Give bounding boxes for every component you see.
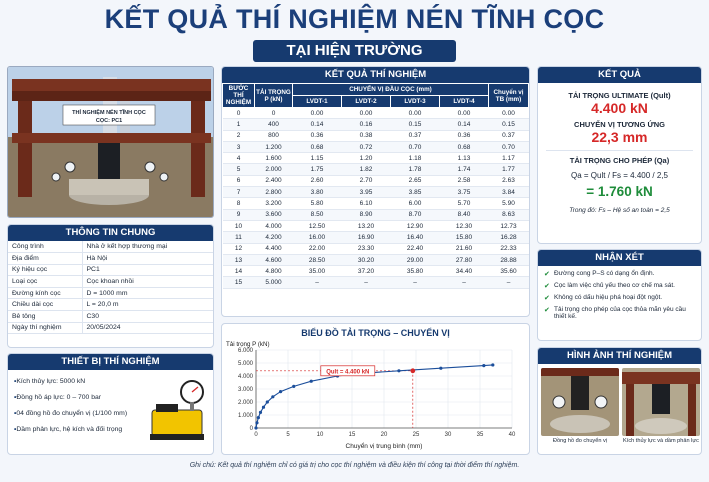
info-label: Chiều dài cọc bbox=[8, 299, 82, 311]
x-tick-label: 0 bbox=[254, 432, 258, 438]
table-cell: 13 bbox=[223, 254, 255, 265]
table-cell: 15.80 bbox=[440, 232, 489, 243]
results-table bbox=[222, 83, 529, 289]
table-cell: 0.38 bbox=[342, 130, 391, 141]
table-cell: 0.00 bbox=[440, 108, 489, 119]
safety-note: Trong đó: Fs – Hệ số an toàn = 2,5 bbox=[569, 207, 670, 214]
table-cell: 0.37 bbox=[489, 130, 529, 141]
x-tick-label: 10 bbox=[316, 432, 324, 438]
page-subtitle: TẠI HIỆN TRƯỜNG bbox=[253, 40, 456, 62]
table-row bbox=[223, 187, 529, 198]
table-cell: 0.15 bbox=[391, 119, 440, 130]
info-row bbox=[8, 299, 213, 311]
info-value: D = 1000 mm bbox=[82, 287, 213, 299]
table-cell: 12.30 bbox=[440, 220, 489, 231]
table-cell: 7 bbox=[223, 187, 255, 198]
table-cell: 2.800 bbox=[255, 187, 293, 198]
table-cell: 2.58 bbox=[440, 175, 489, 186]
data-point bbox=[439, 367, 442, 370]
info-row bbox=[8, 287, 213, 299]
table-cell: 0.14 bbox=[440, 119, 489, 130]
table-cell: 22.40 bbox=[391, 243, 440, 254]
table-cell: 3.85 bbox=[391, 187, 440, 198]
remark-item: ✔ Đường cong P–S có dạng ổn định. bbox=[544, 270, 695, 277]
table-cell: 0.68 bbox=[440, 141, 489, 152]
remark-item: ✔ Tải trọng cho phép của cọc thỏa mãn yêu cầu thiết kế. bbox=[544, 306, 695, 320]
sign-line1: THÍ NGHIỆM NÉN TĨNH CỌC bbox=[72, 110, 146, 116]
table-cell: 0.00 bbox=[342, 108, 391, 119]
table-cell: 1.17 bbox=[489, 153, 529, 164]
table-row bbox=[223, 108, 529, 119]
table-row bbox=[223, 266, 529, 277]
caption-gauge: Đồng hồ đo chuyển vị bbox=[552, 438, 608, 444]
table-cell: 12.90 bbox=[391, 220, 440, 231]
y-tick-label: 3.000 bbox=[237, 387, 253, 393]
table-cell: 37.20 bbox=[342, 266, 391, 277]
table-cell: 4.600 bbox=[255, 254, 293, 265]
info-row bbox=[8, 311, 213, 323]
table-row bbox=[223, 220, 529, 231]
load-displacement-chart bbox=[222, 338, 529, 450]
table-cell: 1.200 bbox=[255, 141, 293, 152]
equipment-item: • 04 đồng hồ đo chuyển vị (1/100 mm) bbox=[14, 410, 207, 417]
table-cell: 28.50 bbox=[293, 254, 342, 265]
table-cell: 1.600 bbox=[255, 153, 293, 164]
table-row bbox=[223, 153, 529, 164]
info-value: C30 bbox=[82, 311, 213, 323]
col-step: BƯỚC THÍ NGHIỆM bbox=[223, 84, 255, 108]
table-cell: 3.84 bbox=[489, 187, 529, 198]
caption-jack: Kích thủy lực và dầm phản lực bbox=[623, 438, 699, 444]
table-cell: 1.74 bbox=[440, 164, 489, 175]
table-cell: 8.90 bbox=[342, 209, 391, 220]
table-row bbox=[223, 141, 529, 152]
equipment-item: • Kích thủy lực: 5000 kN bbox=[14, 378, 207, 385]
table-cell: 6 bbox=[223, 175, 255, 186]
info-row bbox=[8, 264, 213, 276]
remark-item: ✔ Không có dấu hiệu phá hoại đột ngột. bbox=[544, 294, 695, 301]
data-point bbox=[292, 385, 295, 388]
info-label: Loại cọc bbox=[8, 276, 82, 288]
table-cell: 13.20 bbox=[342, 220, 391, 231]
result-heading: KẾT QUẢ bbox=[538, 67, 701, 83]
table-cell: 0.68 bbox=[293, 141, 342, 152]
table-cell: 8.63 bbox=[489, 209, 529, 220]
table-cell: 15 bbox=[223, 277, 255, 288]
table-cell: 12 bbox=[223, 243, 255, 254]
divider bbox=[546, 150, 693, 151]
info-label: Địa điểm bbox=[8, 253, 82, 265]
col-avg: Chuyển vị TB (mm) bbox=[489, 84, 529, 108]
table-row bbox=[223, 232, 529, 243]
x-tick-label: 30 bbox=[444, 432, 452, 438]
table-cell: 3.200 bbox=[255, 198, 293, 209]
ult-value: 4.400 kN bbox=[591, 100, 648, 116]
table-row bbox=[223, 209, 529, 220]
y-tick-label: 4.000 bbox=[237, 374, 253, 380]
lvdt-col: LVDT-3 bbox=[391, 96, 440, 108]
table-cell: 800 bbox=[255, 130, 293, 141]
table-cell: 3.75 bbox=[440, 187, 489, 198]
info-label: Công trình bbox=[8, 241, 82, 253]
table-cell: 0.16 bbox=[342, 119, 391, 130]
table-cell: 6.10 bbox=[342, 198, 391, 209]
info-label: Ngày thí nghiệm bbox=[8, 322, 82, 334]
data-point bbox=[262, 406, 265, 409]
table-cell: 3.80 bbox=[293, 187, 342, 198]
table-cell: 34.40 bbox=[440, 266, 489, 277]
table-cell: 0.14 bbox=[293, 119, 342, 130]
remarks-list bbox=[538, 266, 701, 329]
table-cell: 1.20 bbox=[342, 153, 391, 164]
remarks-panel bbox=[537, 249, 702, 341]
info-value: Cọc khoan nhồi bbox=[82, 276, 213, 288]
table-cell: 0 bbox=[255, 108, 293, 119]
jack-beam-photo bbox=[622, 368, 700, 436]
table-row bbox=[223, 277, 529, 288]
data-point bbox=[271, 395, 274, 398]
table-cell: 8.50 bbox=[293, 209, 342, 220]
table-cell: 3 bbox=[223, 141, 255, 152]
table-cell: 5.000 bbox=[255, 277, 293, 288]
table-cell: 0.00 bbox=[391, 108, 440, 119]
info-value: Nhà ở kết hợp thương mại bbox=[82, 241, 213, 253]
info-label: Bê tông bbox=[8, 311, 82, 323]
table-cell: 8.70 bbox=[391, 209, 440, 220]
table-cell: 6.00 bbox=[391, 198, 440, 209]
lvdt-col: LVDT-4 bbox=[440, 96, 489, 108]
table-cell: 2.400 bbox=[255, 175, 293, 186]
table-cell: 1 bbox=[223, 119, 255, 130]
table-cell: 0.36 bbox=[293, 130, 342, 141]
table-cell: 5.70 bbox=[440, 198, 489, 209]
y-tick-label: 2.000 bbox=[237, 400, 253, 406]
table-cell: 22.33 bbox=[489, 243, 529, 254]
table-cell: 1.75 bbox=[293, 164, 342, 175]
footnote: Ghi chú: Kết quả thí nghiệm chỉ có giá trị cho cọc thí nghiệm và điều kiện thí công tại thời điểm thí nghiệm. bbox=[189, 462, 520, 469]
disp-value: 22,3 mm bbox=[591, 129, 648, 145]
equipment-item: • Dầm phản lực, hệ kích và đối trọng bbox=[14, 426, 207, 433]
table-row bbox=[223, 130, 529, 141]
info-value: PC1 bbox=[82, 264, 213, 276]
table-cell: 11 bbox=[223, 232, 255, 243]
qult-label: Qult = 4.400 kN bbox=[326, 369, 370, 376]
data-point bbox=[310, 380, 313, 383]
x-axis-label: Chuyển vị trung bình (mm) bbox=[345, 443, 423, 450]
results-panel bbox=[221, 66, 530, 317]
allow-value: = 1.760 kN bbox=[586, 184, 653, 199]
table-row bbox=[223, 164, 529, 175]
y-tick-label: 6.000 bbox=[237, 348, 253, 354]
table-cell: 9 bbox=[223, 209, 255, 220]
table-cell: 2.63 bbox=[489, 175, 529, 186]
table-cell: 27.80 bbox=[440, 254, 489, 265]
table-cell: 12.73 bbox=[489, 220, 529, 231]
table-cell: 5.80 bbox=[293, 198, 342, 209]
table-row bbox=[223, 254, 529, 265]
qult-point bbox=[410, 368, 415, 373]
general-info-table bbox=[8, 241, 213, 334]
hydraulic-pump-icon bbox=[148, 376, 210, 446]
data-point bbox=[254, 426, 257, 429]
data-point bbox=[266, 400, 269, 403]
table-cell: 16.28 bbox=[489, 232, 529, 243]
table-cell: – bbox=[440, 277, 489, 288]
table-cell: 30.20 bbox=[342, 254, 391, 265]
data-point bbox=[482, 364, 485, 367]
table-cell: 0.70 bbox=[489, 141, 529, 152]
remarks-heading: NHẬN XÉT bbox=[538, 250, 701, 266]
remark-item: ✔ Cọc làm việc chủ yếu theo cơ chế ma sát. bbox=[544, 282, 695, 289]
chart-title: BIỂU ĐỒ TẢI TRỌNG – CHUYỂN VỊ bbox=[301, 328, 450, 338]
data-point bbox=[397, 369, 400, 372]
gauge-photo bbox=[541, 368, 619, 436]
table-cell: 1.82 bbox=[342, 164, 391, 175]
table-cell: 0.37 bbox=[391, 130, 440, 141]
info-row bbox=[8, 253, 213, 265]
table-cell: 28.88 bbox=[489, 254, 529, 265]
lvdt-col: LVDT-1 bbox=[293, 96, 342, 108]
results-heading: KẾT QUẢ THÍ NGHIỆM bbox=[222, 67, 529, 83]
chart-panel bbox=[221, 323, 530, 455]
x-tick-label: 5 bbox=[286, 432, 290, 438]
images-panel bbox=[537, 347, 702, 455]
info-value: L = 20,0 m bbox=[82, 299, 213, 311]
table-cell: 2.70 bbox=[342, 175, 391, 186]
table-cell: 400 bbox=[255, 119, 293, 130]
table-cell: 0.15 bbox=[489, 119, 529, 130]
table-cell: 1.78 bbox=[391, 164, 440, 175]
table-cell: 29.00 bbox=[391, 254, 440, 265]
table-cell: 0.72 bbox=[342, 141, 391, 152]
table-cell: 0.00 bbox=[293, 108, 342, 119]
table-cell: 4.000 bbox=[255, 220, 293, 231]
table-cell: 35.00 bbox=[293, 266, 342, 277]
table-cell: 1.15 bbox=[293, 153, 342, 164]
table-cell: 4.800 bbox=[255, 266, 293, 277]
x-tick-label: 35 bbox=[476, 432, 484, 438]
sign-line2: CỌC: PC1 bbox=[95, 118, 123, 124]
table-cell: 23.30 bbox=[342, 243, 391, 254]
data-point bbox=[279, 390, 282, 393]
table-row bbox=[223, 175, 529, 186]
data-point bbox=[491, 363, 494, 366]
x-tick-label: 15 bbox=[348, 432, 356, 438]
info-value: Hà Nội bbox=[82, 253, 213, 265]
table-cell: 35.60 bbox=[489, 266, 529, 277]
table-row bbox=[223, 243, 529, 254]
table-cell: 35.80 bbox=[391, 266, 440, 277]
table-cell: 8 bbox=[223, 198, 255, 209]
ult-label: TẢI TRỌNG ULTIMATE (Qult) bbox=[568, 91, 671, 100]
disp-label: CHUYỂN VỊ TƯƠNG ỨNG bbox=[574, 120, 665, 129]
table-cell: 1.77 bbox=[489, 164, 529, 175]
table-cell: 4 bbox=[223, 153, 255, 164]
table-cell: 8.40 bbox=[440, 209, 489, 220]
data-point bbox=[259, 411, 262, 414]
table-row bbox=[223, 119, 529, 130]
allow-label: TẢI TRỌNG CHO PHÉP (Qa) bbox=[569, 156, 670, 165]
table-cell: 10 bbox=[223, 220, 255, 231]
table-cell: 0 bbox=[223, 108, 255, 119]
table-cell: 16.90 bbox=[342, 232, 391, 243]
equipment-item: • Đồng hồ áp lực: 0 – 700 bar bbox=[14, 394, 207, 401]
x-tick-label: 20 bbox=[380, 432, 388, 438]
x-tick-label: 40 bbox=[508, 432, 516, 438]
table-cell: 0.00 bbox=[489, 108, 529, 119]
info-value: 20/05/2024 bbox=[82, 322, 213, 334]
table-cell: 3.95 bbox=[342, 187, 391, 198]
col-load: TẢI TRỌNG P (kN) bbox=[255, 84, 293, 108]
info-label: Đường kính cọc bbox=[8, 287, 82, 299]
table-cell: 2 bbox=[223, 130, 255, 141]
table-cell: 4.200 bbox=[255, 232, 293, 243]
table-cell: – bbox=[391, 277, 440, 288]
y-tick-label: 5.000 bbox=[237, 361, 253, 367]
table-cell: 22.00 bbox=[293, 243, 342, 254]
equipment-heading: THIẾT BỊ THÍ NGHIỆM bbox=[8, 354, 213, 370]
table-cell: 4.400 bbox=[255, 243, 293, 254]
table-cell: 21.60 bbox=[440, 243, 489, 254]
lvdt-col: LVDT-2 bbox=[342, 96, 391, 108]
info-label: Ký hiệu cọc bbox=[8, 264, 82, 276]
table-cell: – bbox=[342, 277, 391, 288]
table-cell: 2.000 bbox=[255, 164, 293, 175]
table-row bbox=[223, 198, 529, 209]
result-panel bbox=[537, 66, 702, 244]
formula: Qa = Qult / Fs = 4.400 / 2,5 bbox=[571, 171, 668, 180]
x-tick-label: 25 bbox=[412, 432, 420, 438]
data-point bbox=[255, 421, 258, 424]
equipment-panel bbox=[7, 353, 214, 455]
table-cell: 2.60 bbox=[293, 175, 342, 186]
general-info-panel bbox=[7, 224, 214, 348]
table-cell: – bbox=[293, 277, 342, 288]
y-tick-label: 1.000 bbox=[237, 413, 253, 419]
table-cell: 0.70 bbox=[391, 141, 440, 152]
page-title: KẾT QUẢ THÍ NGHIỆM NÉN TĨNH CỌC bbox=[104, 4, 605, 34]
y-axis-label: Tải trọng P (kN) bbox=[226, 341, 270, 348]
data-point bbox=[257, 416, 260, 419]
info-row bbox=[8, 322, 213, 334]
info-row bbox=[8, 276, 213, 288]
table-cell: – bbox=[489, 277, 529, 288]
info-row bbox=[8, 241, 213, 253]
table-cell: 5.90 bbox=[489, 198, 529, 209]
table-cell: 3.600 bbox=[255, 209, 293, 220]
table-cell: 0.36 bbox=[440, 130, 489, 141]
general-info-heading: THÔNG TIN CHUNG bbox=[8, 225, 213, 241]
col-group: CHUYỂN VỊ ĐẦU CỌC (mm) bbox=[293, 84, 489, 96]
site-photo bbox=[7, 66, 214, 218]
table-cell: 16.00 bbox=[293, 232, 342, 243]
table-cell: 16.40 bbox=[391, 232, 440, 243]
images-heading: HÌNH ẢNH THÍ NGHIỆM bbox=[538, 348, 701, 364]
table-cell: 2.65 bbox=[391, 175, 440, 186]
table-cell: 14 bbox=[223, 266, 255, 277]
table-cell: 1.13 bbox=[440, 153, 489, 164]
table-cell: 12.50 bbox=[293, 220, 342, 231]
table-cell: 5 bbox=[223, 164, 255, 175]
y-tick-label: 0 bbox=[249, 426, 253, 432]
table-cell: 1.18 bbox=[391, 153, 440, 164]
